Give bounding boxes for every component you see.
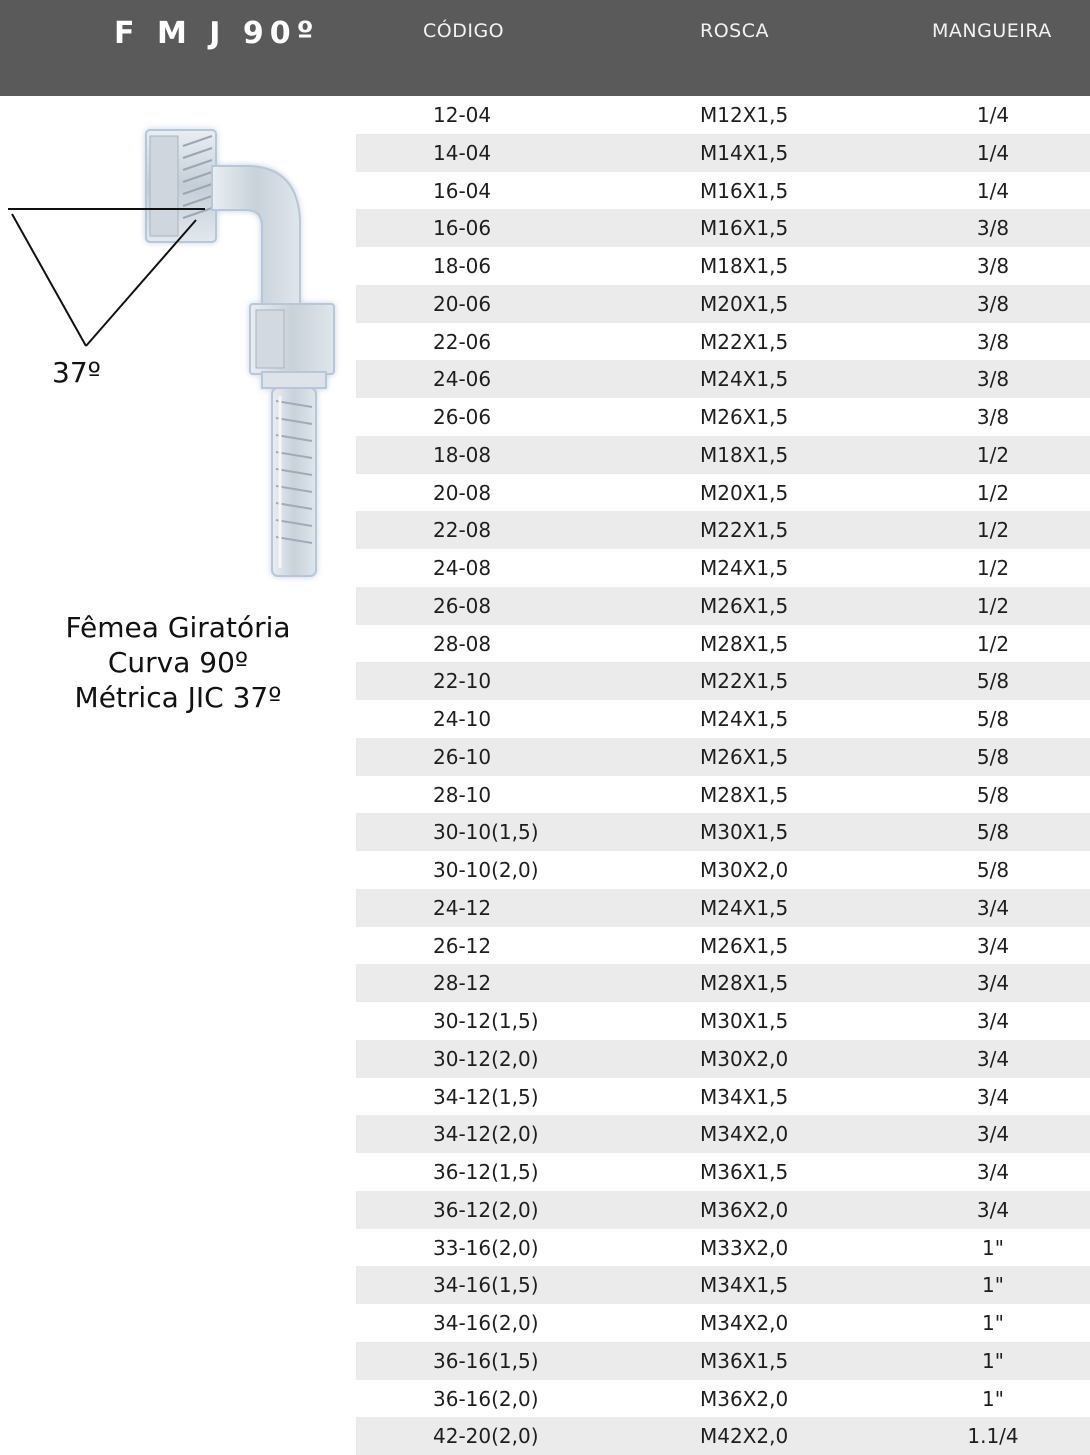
cell-rosca: M30X1,5 — [700, 1009, 789, 1033]
cell-code: 33-16(2,0) — [433, 1235, 539, 1260]
table-row — [356, 285, 1090, 323]
cell-code: 34-12(1,5) — [433, 1084, 539, 1109]
cell-rosca: M14X1,5 — [700, 140, 789, 165]
cell-mangueira: 3/4 — [976, 1122, 1010, 1147]
cell-code: 26-12 — [433, 933, 492, 958]
cell-mangueira: 5/8 — [976, 744, 1010, 769]
table-row — [356, 1191, 1090, 1229]
cell-code: 18-06 — [433, 254, 492, 278]
cell-code: 26-08 — [433, 593, 492, 618]
cell-mangueira: 1/2 — [976, 593, 1010, 618]
cell-rosca: M28X1,5 — [700, 971, 789, 996]
cell-code: 36-16(1,5) — [433, 1348, 539, 1373]
cell-code: 24-06 — [433, 367, 492, 392]
cell-rosca: M26X1,5 — [700, 593, 789, 618]
cell-code: 28-08 — [433, 631, 492, 656]
cell-code: 36-12(1,5) — [433, 1160, 539, 1184]
table-row — [356, 927, 1090, 965]
cell-code: 16-04 — [433, 178, 492, 203]
cell-code: 18-08 — [433, 442, 492, 467]
table-row — [356, 511, 1090, 549]
cell-mangueira: 3/4 — [976, 1197, 1010, 1222]
cell-rosca: M26X1,5 — [700, 405, 789, 429]
column-header-mangueira: MANGUEIRA — [932, 20, 1052, 42]
cell-rosca: M36X1,5 — [700, 1348, 789, 1373]
cell-rosca: M34X1,5 — [700, 1084, 789, 1109]
table-row — [356, 1002, 1090, 1040]
caption-line-3: Métrica JIC 37º — [74, 681, 282, 714]
cell-rosca: M12X1,5 — [700, 103, 789, 127]
cell-code: 30-12(2,0) — [433, 1046, 539, 1071]
cell-code: 12-04 — [433, 103, 492, 127]
angle-label: 37º — [52, 356, 101, 389]
cell-rosca: M30X2,0 — [700, 1046, 789, 1071]
cell-mangueira: 3/4 — [976, 895, 1010, 920]
table-row — [356, 172, 1090, 210]
cell-code: 16-06 — [433, 216, 492, 241]
cell-mangueira: 1/2 — [976, 480, 1010, 505]
cell-rosca: M33X2,0 — [700, 1235, 789, 1260]
cell-rosca: M22X1,5 — [700, 669, 789, 694]
column-header-code: CÓDIGO — [423, 20, 505, 42]
table-row — [356, 700, 1090, 738]
table-row — [356, 1380, 1090, 1418]
cell-code: 24-10 — [433, 707, 492, 731]
cell-mangueira: 1/2 — [976, 442, 1010, 467]
cell-code: 22-08 — [433, 518, 492, 543]
cell-code: 30-10(1,5) — [433, 820, 539, 845]
table-row — [356, 549, 1090, 587]
cell-mangueira: 5/8 — [976, 858, 1010, 882]
cell-mangueira: 3/8 — [976, 367, 1010, 392]
cell-code: 20-06 — [433, 291, 492, 316]
cell-code: 14-04 — [433, 140, 492, 165]
cell-mangueira: 1" — [982, 1386, 1004, 1411]
cell-rosca: M36X1,5 — [700, 1160, 789, 1184]
cell-mangueira: 3/4 — [976, 933, 1010, 958]
cell-rosca: M28X1,5 — [700, 782, 789, 807]
cell-code: 26-10 — [433, 744, 492, 769]
cell-code: 42-20(2,0) — [433, 1424, 539, 1449]
cell-code: 26-06 — [433, 405, 492, 429]
cell-rosca: M36X2,0 — [700, 1386, 789, 1411]
table-row — [356, 738, 1090, 776]
cell-rosca: M22X1,5 — [700, 329, 789, 354]
table-row — [356, 398, 1090, 436]
cell-rosca: M20X1,5 — [700, 480, 789, 505]
cell-rosca: M24X1,5 — [700, 367, 789, 392]
cell-mangueira: 1/2 — [976, 631, 1010, 656]
table-header-bar — [0, 0, 1090, 96]
table-row — [356, 662, 1090, 700]
table-row — [356, 1153, 1090, 1191]
cell-rosca: M20X1,5 — [700, 291, 789, 316]
cell-mangueira: 3/4 — [976, 1009, 1010, 1033]
cell-mangueira: 1/2 — [976, 556, 1010, 580]
table-row — [356, 1304, 1090, 1342]
table-row — [356, 851, 1090, 889]
cell-rosca: M16X1,5 — [700, 216, 789, 241]
cell-mangueira: 3/4 — [976, 1046, 1010, 1071]
cell-code: 22-10 — [433, 669, 492, 694]
cell-code: 28-12 — [433, 971, 492, 996]
cell-mangueira: 5/8 — [976, 707, 1010, 731]
cell-rosca: M22X1,5 — [700, 518, 789, 543]
cell-mangueira: 3/8 — [976, 291, 1010, 316]
cell-rosca: M26X1,5 — [700, 933, 789, 958]
table-row — [356, 134, 1090, 172]
cell-code: 24-08 — [433, 556, 492, 580]
caption-line-2: Curva 90º — [107, 646, 249, 679]
table-row — [356, 1078, 1090, 1116]
table-row — [356, 436, 1090, 474]
cell-mangueira: 1.1/4 — [967, 1424, 1019, 1449]
table-row — [356, 1417, 1090, 1455]
column-header-rosca: ROSCA — [700, 20, 769, 42]
cell-mangueira: 3/8 — [976, 254, 1010, 278]
table-row — [356, 96, 1090, 134]
cell-mangueira: 1/4 — [976, 178, 1010, 203]
table-row — [356, 360, 1090, 398]
product-figure — [0, 96, 356, 736]
table-row — [356, 1115, 1090, 1153]
cell-code: 24-12 — [433, 895, 492, 920]
cell-rosca: M18X1,5 — [700, 442, 789, 467]
table-row — [356, 1342, 1090, 1380]
cell-rosca: M30X1,5 — [700, 820, 789, 845]
cell-code: 36-12(2,0) — [433, 1197, 539, 1222]
cell-code: 20-08 — [433, 480, 492, 505]
cell-mangueira: 5/8 — [976, 669, 1010, 694]
cell-mangueira: 3/4 — [976, 971, 1010, 996]
cell-mangueira: 3/4 — [976, 1160, 1010, 1184]
cell-rosca: M42X2,0 — [700, 1424, 789, 1449]
page-title: F M J 90º — [114, 16, 320, 51]
table-row — [356, 474, 1090, 512]
cell-mangueira: 1/4 — [976, 140, 1010, 165]
cell-rosca: M30X2,0 — [700, 858, 789, 882]
cell-rosca: M34X2,0 — [700, 1122, 789, 1147]
cell-rosca: M28X1,5 — [700, 631, 789, 656]
cell-mangueira: 1" — [982, 1348, 1004, 1373]
cell-mangueira: 1" — [982, 1311, 1004, 1335]
cell-rosca: M36X2,0 — [700, 1197, 789, 1222]
cell-code: 34-12(2,0) — [433, 1122, 539, 1147]
cell-mangueira: 1" — [982, 1273, 1004, 1298]
cell-code: 30-12(1,5) — [433, 1009, 539, 1033]
cell-mangueira: 1" — [982, 1235, 1004, 1260]
cell-rosca: M26X1,5 — [700, 744, 789, 769]
caption-line-1: Fêmea Giratória — [65, 611, 291, 644]
table-row — [356, 1229, 1090, 1267]
table-row — [356, 587, 1090, 625]
table-row — [356, 209, 1090, 247]
table-row — [356, 247, 1090, 285]
cell-code: 34-16(2,0) — [433, 1311, 539, 1335]
cell-mangueira: 1/4 — [976, 103, 1010, 127]
cell-rosca: M24X1,5 — [700, 707, 789, 731]
spec-table — [356, 96, 1090, 1455]
cell-mangueira: 5/8 — [976, 782, 1010, 807]
cell-rosca: M24X1,5 — [700, 895, 789, 920]
product-caption — [0, 610, 356, 715]
cell-mangueira: 3/8 — [976, 216, 1010, 241]
cell-mangueira: 3/8 — [976, 329, 1010, 354]
cell-code: 30-10(2,0) — [433, 858, 539, 882]
table-row — [356, 776, 1090, 814]
table-row — [356, 889, 1090, 927]
table-row — [356, 813, 1090, 851]
cell-mangueira: 5/8 — [976, 820, 1010, 845]
table-row — [356, 323, 1090, 361]
cell-rosca: M34X1,5 — [700, 1273, 789, 1298]
cell-rosca: M34X2,0 — [700, 1311, 789, 1335]
cell-code: 36-16(2,0) — [433, 1386, 539, 1411]
table-row — [356, 1266, 1090, 1304]
cell-rosca: M24X1,5 — [700, 556, 789, 580]
cell-mangueira: 3/4 — [976, 1084, 1010, 1109]
cell-rosca: M16X1,5 — [700, 178, 789, 203]
cell-mangueira: 3/8 — [976, 405, 1010, 429]
cell-mangueira: 1/2 — [976, 518, 1010, 543]
table-row — [356, 1040, 1090, 1078]
cell-code: 34-16(1,5) — [433, 1273, 539, 1298]
elbow-fitting-illustration — [0, 96, 356, 596]
cell-code: 22-06 — [433, 329, 492, 354]
cell-rosca: M18X1,5 — [700, 254, 789, 278]
cell-code: 28-10 — [433, 782, 492, 807]
table-row — [356, 625, 1090, 663]
table-row — [356, 964, 1090, 1002]
